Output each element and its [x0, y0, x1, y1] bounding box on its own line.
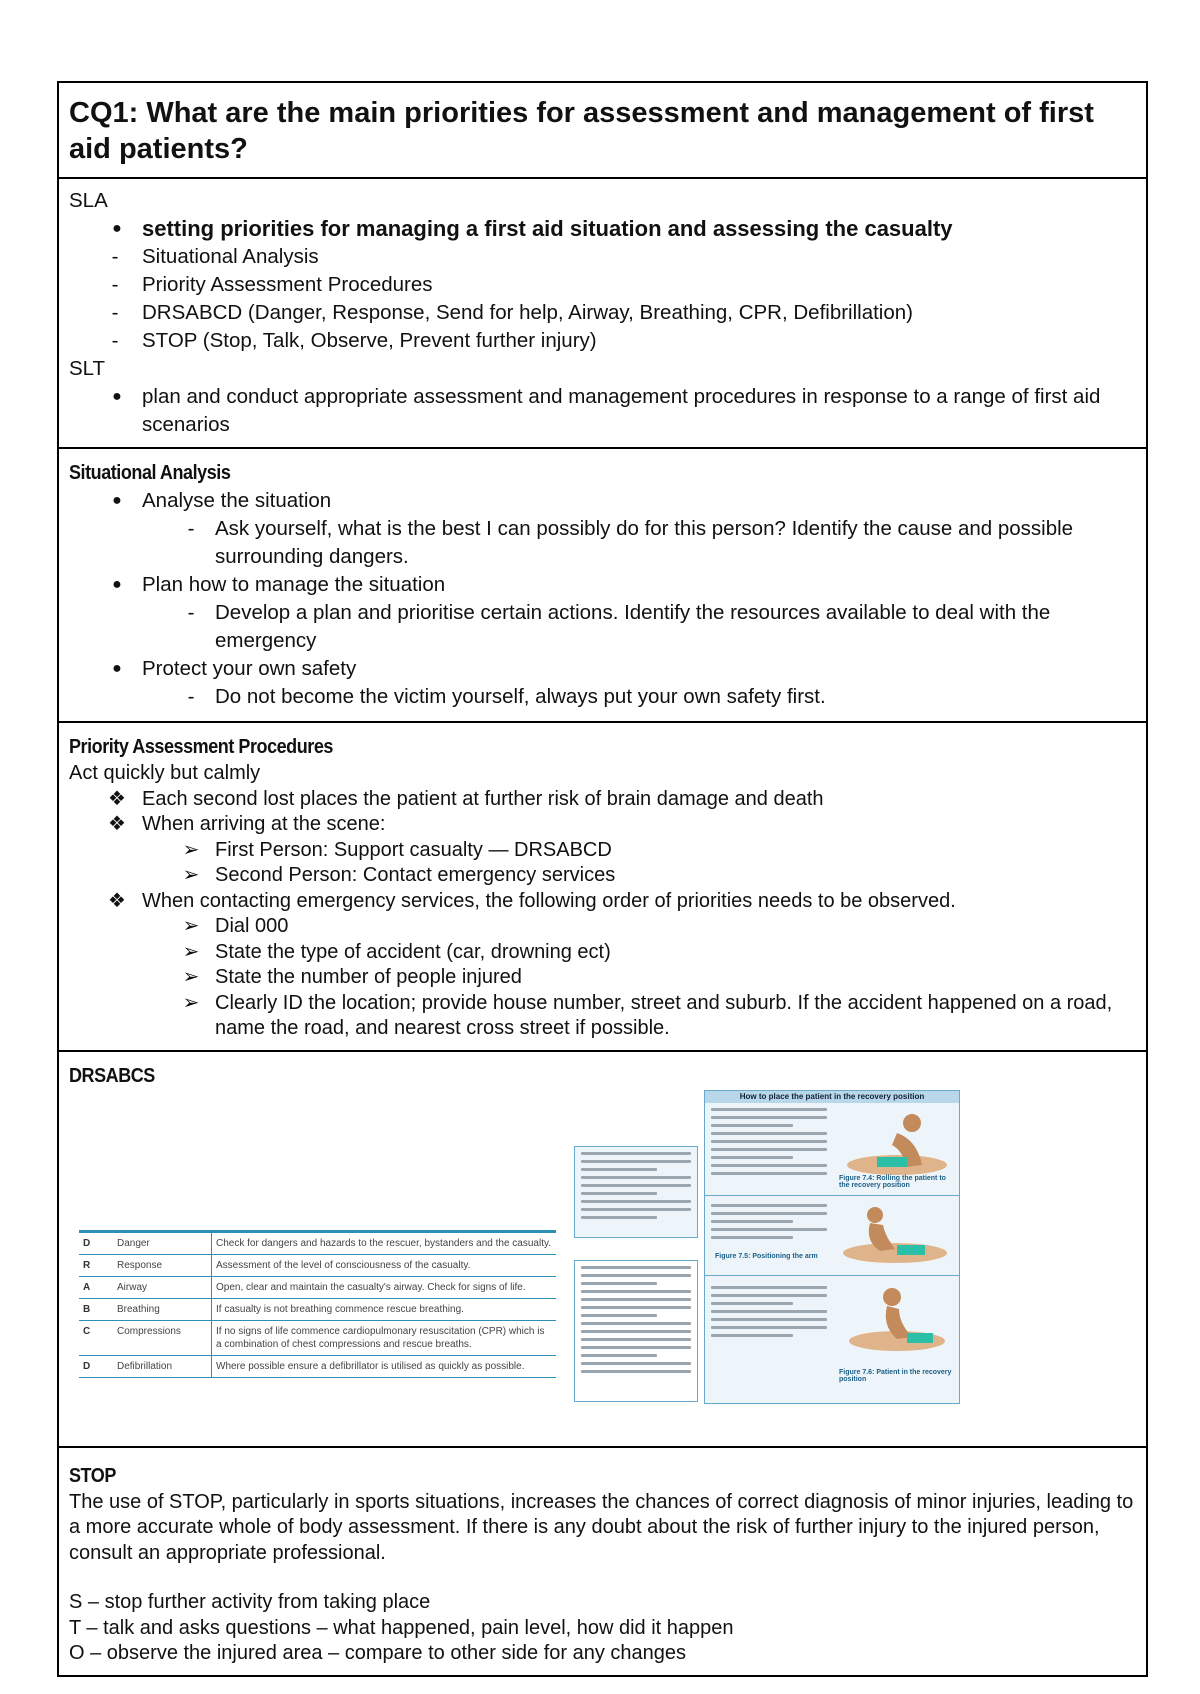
- diamond-bullet-icon: ❖: [108, 787, 126, 810]
- arrow-bullet-icon: ➢: [182, 838, 200, 861]
- arrow-bullet-icon: ➢: [182, 991, 200, 1014]
- table-row: D Defibrillation Where possible ensure a defibrillator is utilised as quickly as possible.: [79, 1355, 556, 1377]
- recovery-illustration-3: [837, 1281, 955, 1361]
- figure-caption: Figure 7.4: Rolling the patient to the recovery position: [839, 1174, 946, 1189]
- recovery-position-figure: [704, 1090, 960, 1404]
- situational-heading: Situational Analysis: [69, 462, 231, 484]
- sla-dash-item: - Situational Analysis: [69, 243, 1136, 271]
- bullet-icon: ●: [112, 492, 122, 509]
- drsabcs-section: [59, 1050, 1146, 1446]
- situational-subitem: - Develop a plan and prioritise certain actions. Identify the resources available to deal with the emergency: [69, 599, 1136, 655]
- priority-intro: Act quickly but calmly: [69, 762, 261, 784]
- priority-unconscious-textbox: [574, 1260, 698, 1402]
- unconscious-patient-textbox: [574, 1146, 698, 1238]
- situational-subitem: - Ask yourself, what is the best I can possibly do for this person? Identify the cause and possible surrounding dangers.: [69, 515, 1136, 571]
- stop-line: S – stop further activity from taking place: [69, 1591, 431, 1613]
- situational-item: ● Analyse the situation: [69, 487, 1136, 515]
- stop-paragraph: The use of STOP, particularly in sports situations, increases the chances of correct diagnosis of minor injuries, leading to a more accurate whole of body assessment. If there is any doubt about the risk of further injury to the injured person, consult an appropriate professional.: [69, 1490, 1134, 1564]
- stop-line: T – talk and asks questions – what happened, pain level, how did it happen: [69, 1616, 734, 1639]
- figure-caption: Figure 7.5: Positioning the arm: [715, 1252, 818, 1260]
- dash-icon: -: [111, 301, 119, 324]
- stop-heading: STOP: [69, 1464, 116, 1487]
- stop-line: O – observe the injured area – compare to other side for any changes: [69, 1642, 687, 1664]
- priority-subitem: ➢ Second Person: Contact emergency services: [69, 863, 1136, 889]
- situational-item: ● Plan how to manage the situation: [69, 571, 1136, 599]
- arrow-bullet-icon: ➢: [182, 940, 200, 963]
- priority-subitem: ➢ First Person: Support casualty — DRSABCD: [69, 838, 1136, 864]
- sla-label: SLA: [69, 189, 108, 212]
- bullet-icon: ●: [112, 220, 122, 237]
- sla-dash-item: - DRSABCD (Danger, Response, Send for help, Airway, Breathing, CPR, Defibrillation): [69, 299, 1136, 327]
- slt-label: SLT: [69, 357, 106, 380]
- arrow-bullet-icon: ➢: [182, 864, 200, 886]
- dash-icon: -: [111, 273, 119, 296]
- recovery-illustration-2: [835, 1201, 955, 1271]
- table-row: R Response Assessment of the level of consciousness of the casualty.: [79, 1254, 556, 1276]
- stop-section: [59, 1446, 1146, 1675]
- situational-section: [59, 447, 1146, 721]
- priority-subitem: ➢ Clearly ID the location; provide house number, street and suburb. If the accident happened on a road, name the road, and nearest cross street if possible.: [69, 991, 1136, 1042]
- table-row: C Compressions If no signs of life commence cardiopulmonary resuscitation (CPR) which is a combination of chest compressions and rescue breaths.: [79, 1320, 556, 1355]
- dash-icon: -: [111, 245, 119, 268]
- outcomes-section: [59, 177, 1146, 447]
- priority-subitem: ➢ State the number of people injured: [69, 965, 1136, 991]
- priority-item: ❖ When arriving at the scene:: [69, 812, 1136, 838]
- sla-dash-item: - Priority Assessment Procedures: [69, 271, 1136, 299]
- arrow-bullet-icon: ➢: [182, 966, 200, 988]
- diamond-bullet-icon: ❖: [108, 813, 126, 835]
- priority-subitem: ➢ State the type of accident (car, drowning ect): [69, 940, 1136, 966]
- bullet-icon: ●: [112, 388, 122, 405]
- table-row: D Danger Check for dangers and hazards to the rescuer, bystanders and the casualty.: [79, 1232, 556, 1254]
- situational-item: ● Protect your own safety: [69, 655, 1136, 683]
- priority-heading: Priority Assessment Procedures: [69, 736, 333, 758]
- sla-dash-item: - STOP (Stop, Talk, Observe, Prevent further injury): [69, 327, 1136, 355]
- question-title: CQ1: What are the main priorities for assessment and management of first aid patients?: [69, 97, 1094, 165]
- recovery-illustration-1: [837, 1105, 955, 1185]
- cq1-table: [57, 81, 1148, 1677]
- table-row: B Breathing If casualty is not breathing commence rescue breathing.: [79, 1298, 556, 1320]
- priority-item: ❖ When contacting emergency services, the following order of priorities needs to be observed.: [69, 889, 1136, 915]
- figure-caption: Figure 7.6: Patient in the recovery position: [839, 1368, 952, 1383]
- arrow-bullet-icon: ➢: [182, 915, 200, 937]
- dash-icon: -: [111, 329, 119, 352]
- dash-icon: -: [187, 601, 195, 624]
- dash-icon: -: [187, 517, 195, 540]
- drsabcd-table: [79, 1232, 556, 1378]
- dash-icon: -: [187, 685, 195, 708]
- diamond-bullet-icon: ❖: [108, 889, 126, 912]
- priority-section: [59, 721, 1146, 1050]
- bullet-icon: ●: [112, 660, 122, 677]
- drsabcs-heading: DRSABCS: [69, 1064, 155, 1087]
- drsabcs-figures: [69, 1090, 1136, 1440]
- priority-item: ❖ Each second lost places the patient at further risk of brain damage and death: [69, 787, 1136, 813]
- priority-subitem: ➢ Dial 000: [69, 914, 1136, 940]
- slt-bullet: ● plan and conduct appropriate assessment and management procedures in response to a range of first aid scenarios: [69, 383, 1136, 439]
- sla-bullet: ● setting priorities for managing a first aid situation and assessing the casualty: [69, 215, 1136, 243]
- table-row: A Airway Open, clear and maintain the casualty's airway. Check for signs of life.: [79, 1276, 556, 1298]
- bullet-icon: ●: [112, 576, 122, 593]
- situational-subitem: - Do not become the victim yourself, always put your own safety first.: [69, 683, 1136, 711]
- figure-title: How to place the patient in the recovery position: [705, 1091, 959, 1103]
